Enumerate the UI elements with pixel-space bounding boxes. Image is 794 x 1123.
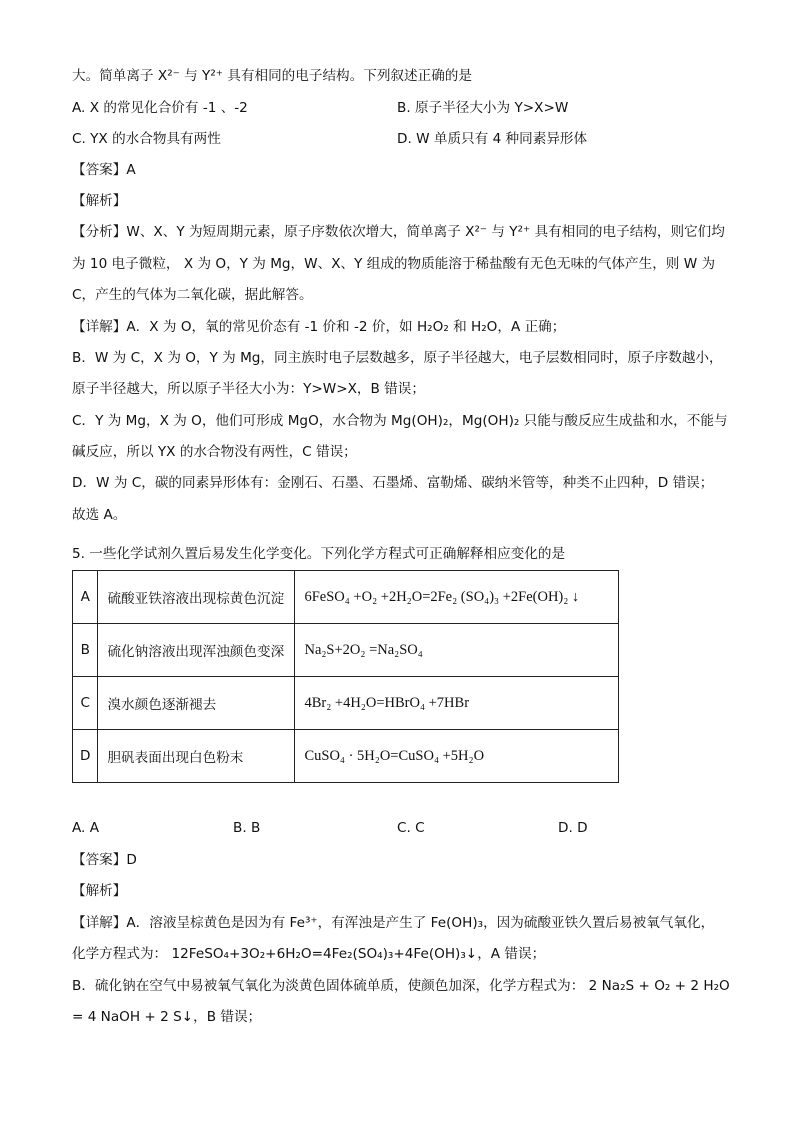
table-row: [73, 730, 619, 783]
q5-option-d: D. D: [558, 820, 588, 836]
q4-option-a: A. X 的常见化合价有 -1 、-2: [72, 100, 248, 116]
q5-analysis-label: 【解析】: [72, 883, 127, 899]
row-equation: Na₂S+2O₂ =Na₂SO₄: [295, 624, 619, 677]
row-description: 胆矾表面出现白色粉末: [98, 730, 295, 783]
q5-stem: 5. 一些化学试剂久置后易发生化学变化。下列化学方程式可正确解释相应变化的是: [72, 546, 566, 562]
q5-option-c: C. C: [397, 820, 425, 836]
q4-analysis-line: B．W 为 C，X 为 O，Y 为 Mg，同主族时电子层数越多，原子半径越大，电子层数相同时，原子序数越小，: [72, 350, 723, 366]
q5-analysis-line: 【详解】A．溶液呈棕黄色是因为有 Fe³⁺，有浑浊是产生了 Fe(OH)₃，因为硫酸亚铁久置后易被氧气氧化，: [72, 915, 715, 931]
row-description: 硫化钠溶液出现浑浊颜色变深: [98, 624, 295, 677]
q4-analysis-line: C．Y 为 Mg，X 为 O，他们可形成 MgO，水合物为 Mg(OH)₂，Mg(OH)₂ 只能与酸反应生成盐和水，不能与: [72, 413, 728, 429]
q5-option-a: A. A: [72, 820, 100, 836]
q4-analysis-line: 【详解】A．X 为 O，氧的常见价态有 -1 价和 -2 价，如 H₂O₂ 和 H₂O，A 正确；: [72, 319, 566, 335]
q4-answer: 【答案】A: [72, 162, 136, 178]
row-description: 溴水颜色逐渐褪去: [98, 677, 295, 730]
row-key: B: [73, 624, 98, 677]
q5-analysis-line: B．硫化钠在空气中易被氧气氧化为淡黄色固体硫单质，使颜色加深，化学方程式为： 2 Na₂S + O₂ + 2 H₂O: [72, 978, 730, 994]
q5-table: [72, 570, 619, 783]
q4-analysis-line: D．W 为 C，碳的同素异形体有：金刚石、石墨、石墨烯、富勒烯、碳纳米管等，种类不止四种，D 错误；: [72, 475, 714, 491]
q5-option-b: B. B: [233, 820, 261, 836]
q4-analysis-line: 【分析】W、X、Y 为短周期元素，原子序数依次增大，简单离子 X²⁻ 与 Y²⁺ 具有相同的电子结构，则它们均: [72, 224, 725, 240]
row-key: D: [73, 730, 98, 783]
q4-option-d: D. W 单质只有 4 种同素异形体: [397, 131, 588, 147]
row-key: A: [73, 571, 98, 624]
q4-analysis-line: 碱反应，所以 YX 的水合物没有两性，C 错误；: [72, 444, 357, 460]
q5-analysis-line: 化学方程式为： 12FeSO₄+3O₂+6H₂O=4Fe₂(SO₄)₃+4Fe(OH)₃↓，A 错误；: [72, 946, 546, 962]
q4-analysis-line: 原子半径越大，所以原子半径大小为：Y>W>X，B 错误；: [72, 381, 425, 397]
row-equation: 4Br₂ +4H₂O=HBrO₄ +7HBr: [295, 677, 619, 730]
table-row: [73, 624, 619, 677]
q4-option-c: C. YX 的水合物具有两性: [72, 131, 221, 147]
q5-answer: 【答案】D: [72, 852, 137, 868]
row-key: C: [73, 677, 98, 730]
q4-stem: 大。简单离子 X²⁻ 与 Y²⁺ 具有相同的电子结构。下列叙述正确的是: [72, 68, 472, 84]
q4-analysis-label: 【解析】: [72, 193, 127, 209]
q4-analysis-line: 故选 A。: [72, 507, 127, 523]
q4-analysis-line: C，产生的气体为二氧化碳，据此解答。: [72, 287, 313, 303]
table-row: [73, 677, 619, 730]
row-equation: 6FeSO₄ +O₂ +2H₂O=2Fe₂ (SO₄)₃ +2Fe(OH)₂ ↓: [295, 571, 619, 624]
table-row: [73, 571, 619, 624]
q4-option-b: B. 原子半径大小为 Y>X>W: [397, 100, 569, 116]
q4-analysis-line: 为 10 电子微粒， X 为 O，Y 为 Mg，W、X、Y 组成的物质能溶于稀盐酸有无色无味的气体产生，则 W 为: [72, 256, 716, 272]
row-description: 硫酸亚铁溶液出现棕黄色沉淀: [98, 571, 295, 624]
row-equation: CuSO₄ · 5H₂O=CuSO₄ +5H₂O: [295, 730, 619, 783]
q5-analysis-line: = 4 NaOH + 2 S↓，B 错误；: [72, 1009, 262, 1025]
